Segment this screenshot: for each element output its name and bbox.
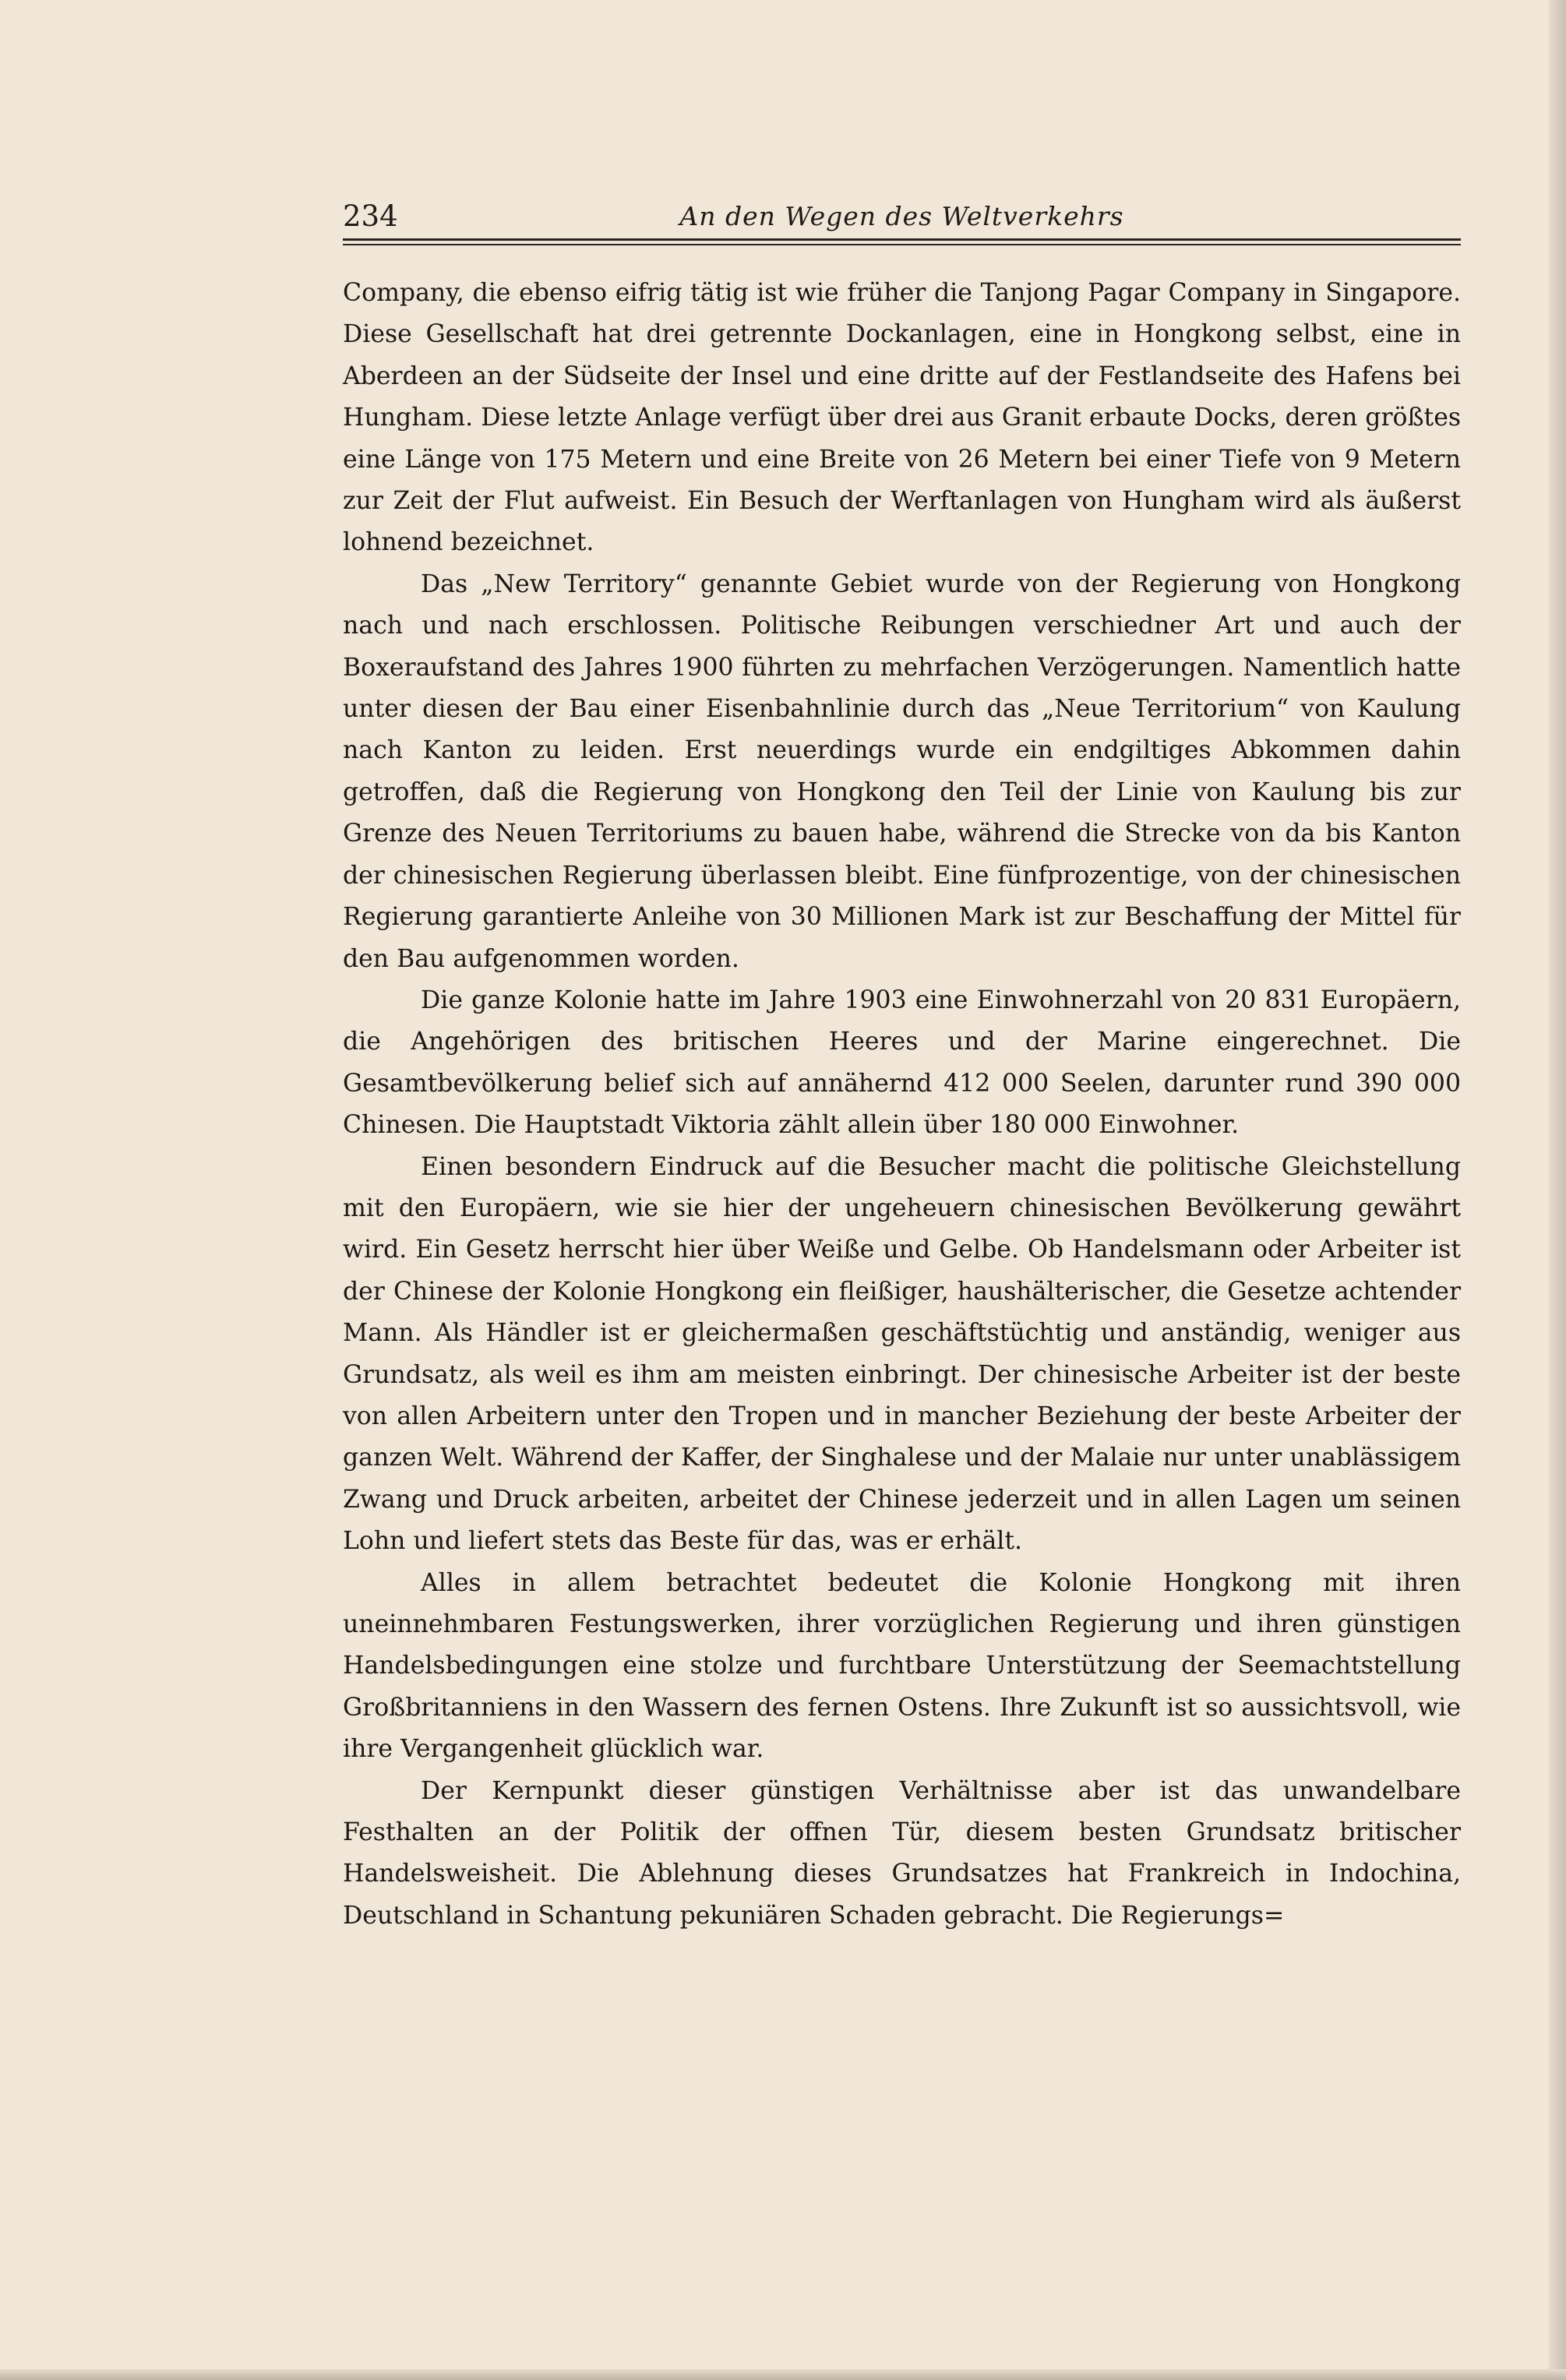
paragraph-6: Der Kernpunkt dieser günstigen Verhältnisse aber ist das unwandelbare Festhalten an der Politik der offnen Tür, diesem besten Grundsatz britischer Handelsweisheit. Die Ablehnung dieses Grundsatzes hat Frankreich in Indochina, Deutschland in Schantung pekuniären Schaden gebracht. Die Regierungs= (343, 1776, 1461, 1930)
page-bottom-shadow (0, 2369, 1566, 2380)
header-rule-thin (343, 244, 1461, 245)
page-edge-shadow (1549, 0, 1566, 2380)
page-header (343, 195, 1461, 238)
running-head: An den Wegen des Weltverkehrs (679, 201, 1124, 231)
paragraph-2: Das „New Territory“ genannte Gebiet wurde von der Regierung von Hongkong nach und nach erschlossen. Politische Reibungen verschiedner Art und auch der Boxeraufstand des Jahres 1900 führten zu mehrfachen Verzögerungen. Namentlich hatte unter diesen der Bau einer Eisenbahnlinie durch das „Neue Territorium“ von Kaulung nach Kanton zu leiden. Erst neuerdings wurde ein endgiltiges Abkommen dahin getroffen, daß die Regierung von Hongkong den Teil der Linie von Kaulung bis zur Grenze des Neuen Territoriums zu bauen habe, während die Strecke von da bis Kanton der chinesischen Regierung überlassen bleibt. Eine fünfprozentige, von der chinesischen Regierung garantierte Anleihe von 30 Millionen Mark ist zur Beschaffung der Mittel für den Bau aufgenommen worden. (343, 569, 1461, 973)
paragraph-5: Alles in allem betrachtet bedeutet die Kolonie Hongkong mit ihren uneinnehmbaren Festungswerken, ihrer vorzüglichen Regierung und ihren günstigen Handelsbedingungen eine stolze und furchtbare Unterstützung der Seemachtstellung Großbritanniens in den Wassern des fernen Ostens. Ihre Zukunft ist so aussichtsvoll, wie ihre Vergangenheit glücklich war. (343, 1568, 1461, 1764)
page-number: 234 (343, 199, 398, 233)
paragraph-4: Einen besondern Eindruck auf die Besucher macht die politische Gleichstellung mit den Europäern, wie sie hier der ungeheuern chinesischen Bevölkerung gewährt wird. Ein Gesetz herrscht hier über Weiße und Gelbe. Ob Handelsmann oder Arbeiter ist der Chinese der Kolonie Hongkong ein fleißiger, haushälterischer, die Gesetze achtender Mann. Als Händler ist er gleichermaßen geschäftstüchtig und anständig, weniger aus Grundsatz, als weil es ihm am meisten einbringt. Der chinesische Arbeiter ist der beste von allen Arbeitern unter den Tropen und in mancher Beziehung der beste Arbeiter der ganzen Welt. Während der Kaffer, der Singhalese und der Malaie nur unter unablässigem Zwang und Druck arbeiten, arbeitet der Chinese jederzeit und in allen Lagen um seinen Lohn und liefert stets das Beste für das, was er erhält. (343, 1152, 1461, 1556)
body-text (343, 273, 1461, 1937)
paragraph-1: Company, die ebenso eifrig tätig ist wie früher die Tanjong Pagar Company in Singapore. Diese Gesellschaft hat drei getrennte Dockanlagen, eine in Hongkong selbst, eine in Aberdeen an der Südseite der Insel und eine dritte auf der Festlandseite des Hafens bei Hungham. Diese letzte Anlage verfügt über drei aus Granit erbaute Docks, deren größtes eine Länge von 175 Metern und eine Breite von 26 Metern bei einer Tiefe von 9 Metern zur Zeit der Flut aufweist. Ein Besuch der Werftanlagen von Hungham wird als äußerst lohnend bezeichnet. (343, 279, 1461, 557)
header-rule-thick (343, 238, 1461, 241)
paragraph-3: Die ganze Kolonie hatte im Jahre 1903 eine Einwohnerzahl von 20 831 Europäern, die Angehörigen des britischen Heeres und der Marine eingerechnet. Die Gesamtbevölkerung belief sich auf annähernd 412 000 Seelen, darunter rund 390 000 Chinesen. Die Hauptstadt Viktoria zählt allein über 180 000 Einwohner. (343, 985, 1461, 1140)
